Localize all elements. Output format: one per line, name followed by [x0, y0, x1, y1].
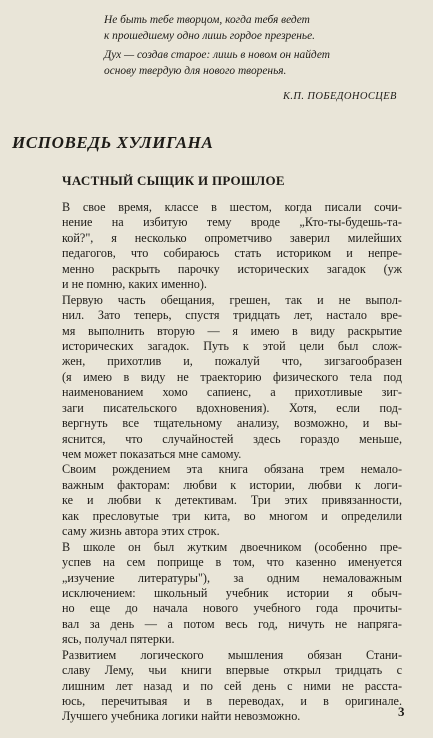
text-line: лишним лет назад и по сей день с ними не расста- [62, 678, 402, 693]
text-line: успев на сем поприще в том, что казенно именуется [62, 555, 402, 570]
text-line: „изучение литературы"), за одним немаловажным [62, 570, 402, 585]
text-line: и не помню, каких именно). [62, 277, 207, 292]
text-line: славу Лему, чьи книги впервые открыл тридцать с [62, 663, 402, 678]
text-line: вергнуть все тщательному анализу, возможно, и вы- [62, 416, 402, 431]
text-line: ясь, получал пятерки. [62, 632, 175, 647]
epigraph-author: К.П. ПОБЕДОНОСЦЕВ [283, 91, 397, 102]
text-line: нил. Зато теперь, спустя тридцать лет, настало вре- [62, 308, 402, 323]
epigraph-line: Дух — создав старое: лишь в новом он найдет [104, 49, 330, 61]
text-line: мя выполнить вторую — я имею в виду раскрытие [62, 323, 402, 338]
epigraph-line: к прошедшему одно лишь гордое презренье. [104, 30, 316, 42]
epigraph [104, 12, 404, 79]
text-line: исторических загадок. Путь к этой цели был слож- [62, 338, 402, 353]
text-line: саму жизнь автора этих строк. [62, 524, 220, 539]
text-line: вал за день — а потом весь год, ничуть не напряга- [62, 616, 402, 631]
text-line: Лучшего учебника логики найти невозможно. [62, 709, 301, 724]
text-line: Развитием логического мышления обязан Стани- [62, 647, 402, 662]
body-text [62, 200, 402, 725]
text-line: педагогов, что собираюсь стать историком и непре- [62, 246, 402, 261]
text-line: ке и любви к детективам. Три этих привязанности, [62, 493, 402, 508]
text-line: В школе он был жутким двоечником (особенно пре- [62, 539, 402, 554]
text-line: юсь, перечитывая и в переводах, и в оригинале. [62, 694, 402, 708]
epigraph-line: Не быть тебе творцом, когда тебя ведет [104, 14, 310, 26]
text-line: заги писательского вдохновения). Хотя, если под- [62, 400, 402, 415]
text-line: важным факторам: любви к истории, любви к логи- [62, 477, 402, 492]
text-line: чем может показаться мне самому. [62, 447, 242, 461]
text-line: Первую часть обещания, грешен, так и не выпол- [62, 292, 402, 307]
text-line: менно раскрыть парочку исторических загадок (уж [62, 261, 402, 276]
text-line: кой?", я несколько опрометчиво заверил милейших [62, 230, 402, 245]
text-line: яснится, что случайностей здесь гораздо меньше, [62, 431, 402, 446]
text-line: наименованием хомо сапиенс, а прихотливые зиг- [62, 385, 402, 400]
chapter-title: ИСПОВЕДЬ ХУЛИГАНА [12, 133, 214, 152]
text-line: как пресловутые три кита, во многом и определили [62, 508, 402, 523]
text-line: В свое время, классе в шестом, когда писали сочи- [62, 200, 402, 214]
section-title: ЧАСТНЫЙ СЫЩИК И ПРОШЛОЕ [62, 173, 285, 188]
text-line: жен, прихотлив и, пожалуй что, зигзагообразен [62, 354, 402, 369]
page-number: 3 [398, 704, 405, 719]
text-line: (я имею в виду не траекторию физического тела под [62, 369, 402, 384]
text-line: исключением: школьный учебник истории я обыч- [62, 585, 402, 600]
text-line: нение на избитую тему вроде „Кто-ты-будешь-та- [62, 215, 402, 230]
text-line: Своим рождением эта книга обязана трем немало- [62, 462, 402, 477]
epigraph-line: основу твердую для нового творенья. [104, 65, 287, 77]
text-line: но еще до начала нового учебного года прочиты- [62, 601, 402, 616]
